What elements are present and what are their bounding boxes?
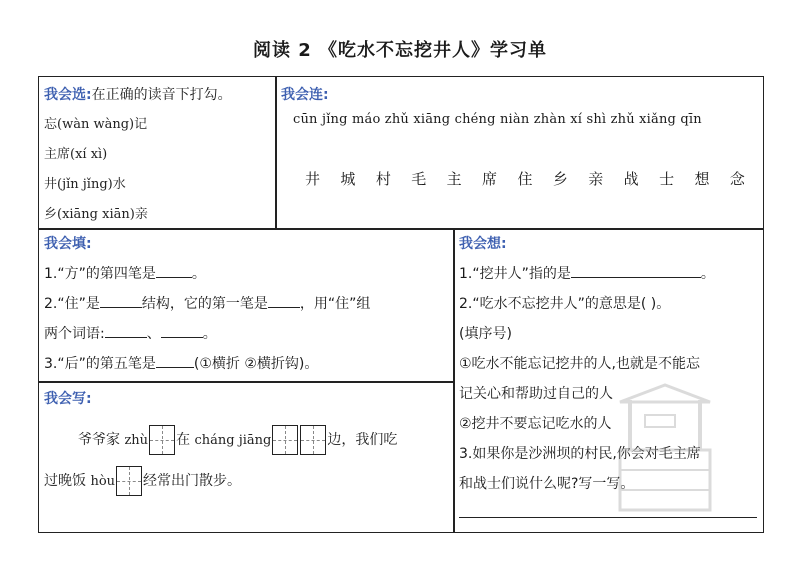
connect-char[interactable]: 城 (340, 170, 356, 188)
think-question-3b: 和战士们说什么呢?写一写。 (459, 476, 635, 492)
choose-item[interactable]: 乡(xiāng xiān)亲 (44, 207, 148, 222)
fill-question-1: 1.“方”的第四笔是 (44, 266, 156, 282)
answer-blank[interactable] (571, 263, 701, 278)
write-pinyin: hòu (90, 474, 116, 489)
write-section (44, 384, 449, 502)
write-text: 经常出门散步。 (143, 473, 242, 489)
choose-item[interactable]: 井(jǐn jǐng)水 (44, 177, 126, 192)
tian-grid-box[interactable] (272, 425, 298, 455)
think-heading: 我会想: (459, 236, 507, 252)
think-question-2: 2.“吃水不忘挖井人”的意思是( )。 (459, 296, 671, 312)
choose-item[interactable]: 主席(xí xì) (44, 147, 108, 162)
connect-char[interactable]: 战 (623, 170, 639, 188)
answer-blank[interactable] (100, 293, 142, 308)
page-title: 阅读 2 《吃水不忘挖井人》学习单 (252, 40, 548, 61)
connect-char[interactable]: 亲 (588, 170, 604, 188)
punct: 、 (146, 326, 161, 342)
answer-blank[interactable] (156, 353, 194, 368)
think-question-3: 3.如果你是沙洲坝的村民,你会对毛主席 (459, 446, 701, 462)
write-pinyin: zhù (124, 433, 149, 448)
connect-char[interactable]: 住 (517, 170, 533, 188)
write-text: 边，我们吃 (327, 432, 398, 448)
tian-grid-box[interactable] (300, 425, 326, 455)
think-option-2: ②挖井不要忘记吃水的人 (459, 416, 612, 432)
answer-blank[interactable] (268, 293, 300, 308)
connect-char[interactable]: 村 (375, 170, 391, 188)
choose-instruction: 在正确的读音下打勾。 (91, 87, 232, 103)
fill-section (44, 229, 449, 379)
connect-char[interactable]: 乡 (552, 170, 568, 188)
connect-heading: 我会连: (281, 87, 329, 103)
choose-item[interactable]: 忘(wàn wàng)记 (44, 117, 148, 132)
connect-char-row (305, 168, 745, 189)
answer-blank[interactable] (105, 323, 147, 338)
connect-section (281, 80, 329, 110)
tian-grid-box[interactable] (149, 425, 175, 455)
connect-char[interactable]: 念 (729, 170, 745, 188)
divider (275, 76, 277, 229)
divider (38, 381, 454, 383)
fill-question-2b: 结构，它的第一笔是 (141, 296, 268, 312)
connect-char[interactable]: 主 (446, 170, 462, 188)
fill-question-3b: (①横折 ②横折钩)。 (193, 356, 319, 372)
fill-question-2d: 两个词语: (44, 326, 105, 342)
connect-char[interactable]: 想 (694, 170, 710, 188)
tian-grid-box[interactable] (116, 466, 142, 496)
well-illustration (600, 380, 730, 520)
connect-char[interactable]: 士 (659, 170, 675, 188)
punct: 。 (700, 266, 715, 282)
punct: 。 (191, 266, 206, 282)
think-option-1: ①吃水不能忘记挖井的人,也就是不能忘 (459, 356, 700, 372)
think-question-1: 1.“挖井人”指的是 (459, 266, 571, 282)
write-pinyin: cháng jiāng (194, 433, 272, 448)
fill-question-3: 3.“后”的第五笔是 (44, 356, 156, 372)
write-heading: 我会写: (44, 391, 92, 407)
write-text: 爷爷家 (78, 432, 125, 448)
connect-pinyin-row[interactable]: cūn jǐng máo zhǔ xiāng chéng niàn zhàn xí shì zhǔ xiǎng qīn (293, 112, 702, 127)
connect-char[interactable]: 毛 (411, 170, 427, 188)
answer-blank[interactable] (161, 323, 203, 338)
fill-heading: 我会填: (44, 236, 92, 252)
punct: 。 (202, 326, 217, 342)
think-option-1b: 记关心和帮助过自己的人 (459, 386, 613, 402)
answer-blank[interactable] (156, 263, 192, 278)
write-text: 在 (176, 432, 195, 448)
choose-heading: 我会选: (44, 87, 92, 103)
connect-char[interactable]: 席 (482, 170, 498, 188)
choose-section (44, 80, 274, 230)
fill-question-2c: ，用“住”组 (299, 296, 371, 312)
think-question-2b: (填序号) (459, 326, 512, 342)
fill-question-2: 2.“住”是 (44, 296, 100, 312)
connect-char[interactable]: 井 (305, 170, 321, 188)
write-text: 过晚饭 (44, 473, 91, 489)
